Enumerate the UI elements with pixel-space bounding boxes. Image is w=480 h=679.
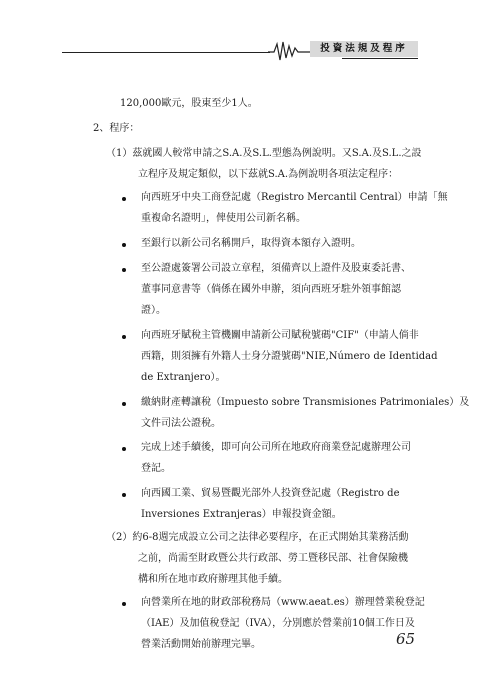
bullet-line: 至公證處簽署公司設立章程，須備齊以上證件及股東委託書、 <box>141 263 411 274</box>
bullet-dot <box>122 243 126 247</box>
item1-line: 立程序及規定類似，以下茲就S.A.為例說明各項法定程序： <box>138 169 399 180</box>
bullet-line: 向營業所在地的財政部稅務局（www.aeat.es）辦理營業稅登記 <box>141 597 425 608</box>
bullet-line: （IAE）及加值稅登記（IVA），分別應於營業前10個工作日及 <box>141 618 415 629</box>
bullet-dot <box>122 402 126 406</box>
bullet-line: 繳納財產轉讓稅（Impuesto sobre Transmisiones Patrimoniales）及 <box>141 397 470 408</box>
page-number: 65 <box>396 630 416 648</box>
bullet-dot <box>122 602 126 606</box>
bullet-line: 文件司法公證稅。 <box>141 418 221 429</box>
bullet-dot <box>122 493 126 497</box>
bullet-line: 至銀行以新公司名稱開戶，取得資本額存入證明。 <box>141 238 361 249</box>
item2-line: 構和所在地市政府辦理其他手續。 <box>138 574 288 585</box>
bullet-line: 完成上述手續後，即可向公司所在地政府商業登記處辦理公司 <box>141 442 411 453</box>
intro-line: 120,000歐元，股東至少1人。 <box>120 98 258 109</box>
bullet-line: de Extranjero）。 <box>141 372 226 383</box>
bullet-line: 登記。 <box>141 463 171 474</box>
item2-line: 之前，尚需至財政暨公共行政部、勞工暨移民部、社會保險機 <box>138 553 408 564</box>
header-rule-right <box>342 58 418 59</box>
section-heading: 2、程序： <box>93 123 140 134</box>
header-rule-left <box>62 52 270 53</box>
bullet-line: 向西班牙中央工商登記處（Registro Mercantil Central）申請「無 <box>141 192 448 203</box>
bullet-line: 向西國工業、貿易暨觀光部外人投資登記處（Registro de <box>141 488 400 499</box>
bullet-dot <box>122 268 126 272</box>
bullet-dot <box>122 447 126 451</box>
section-title: 投資法規及程序 <box>310 41 418 57</box>
pulse-wave-icon <box>268 38 310 62</box>
bullet-line: 董事同意書等（倘係在國外申辦，須向西班牙駐外領事館認 <box>141 284 401 295</box>
item1-line: （1）茲就國人較常申請之S.A.及S.L.型態為例說明。又S.A.及S.L.之設 <box>106 148 422 159</box>
bullet-line: Inversiones Extranjeras）申報投資金額。 <box>141 509 342 520</box>
bullet-line: 證）。 <box>141 305 166 316</box>
bullet-dot <box>122 335 126 339</box>
bullet-line: 重複命名證明」，俾使用公司新名稱。 <box>141 213 306 224</box>
item2-line: （2）約6-8週完成設立公司之法律必要程序，在正式開始其業務活動 <box>106 532 409 543</box>
bullet-dot <box>122 197 126 201</box>
bullet-line: 營業活動開始前辦理完畢。 <box>141 639 261 650</box>
bullet-line: 西籍，則須擁有外籍人士身分證號碼"NIE,Número de Identidad <box>141 351 438 362</box>
bullet-line: 向西班牙賦稅主管機關申請新公司賦稅號碼"CIF"（申請人倘非 <box>141 330 419 341</box>
